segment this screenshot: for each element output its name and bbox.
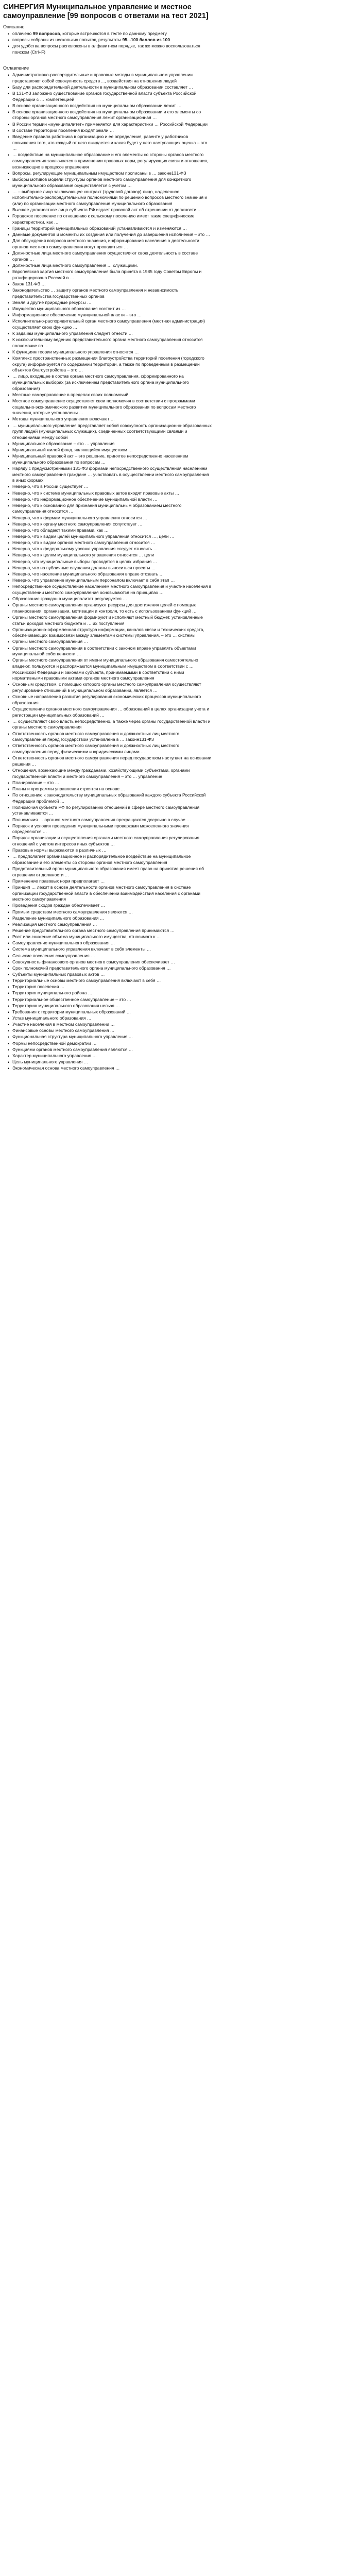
contents-item: [2, 916, 212, 922]
contents-link[interactable]: Неверно, что к видам органов местного самоуправления относится …: [12, 540, 156, 546]
contents-item: [2, 755, 212, 767]
contents-item: [2, 128, 212, 134]
contents-item: [2, 72, 212, 84]
contents-link[interactable]: Проведения сходов граждан обеспечивает …: [12, 903, 106, 908]
contents-item: [2, 615, 212, 626]
contents-item: [2, 1015, 212, 1022]
contents-link[interactable]: Правовые нормы выражаются в различных …: [12, 848, 107, 853]
contents-link[interactable]: Исполнительно-распорядительный орган местного самоуправления (местная администрация) осуществляет свою функцию …: [12, 318, 205, 330]
contents-link[interactable]: Неверно, что информационное обеспечение муниципальной власти …: [12, 496, 158, 502]
contents-link[interactable]: Сельские поселения самоуправления …: [12, 953, 95, 958]
contents-link[interactable]: Границы территорий муниципальных образований устанавливаются и изменяются …: [12, 226, 187, 231]
contents-link[interactable]: Введение правила работника в организацию и ее определения, равенте у работников повышения того, что каждый от него ожидается и какая будет у него наступающих оценка – это …: [12, 133, 208, 151]
contents-item: [2, 349, 212, 355]
contents-item: [2, 490, 212, 497]
contents-link[interactable]: Образование граждан в муниципалитет регулируется …: [12, 596, 127, 601]
about-heading: Описание: [3, 24, 25, 29]
contents-item: [2, 646, 212, 657]
contents-item: [2, 559, 212, 565]
contents-item: [2, 213, 212, 225]
contents-item: [2, 552, 212, 558]
contents-item: [2, 453, 212, 465]
contents-item: [2, 331, 212, 337]
contents-link[interactable]: Срок полномочий представительного органа муниципального образования …: [12, 965, 171, 971]
contents-item: [2, 639, 212, 645]
contents-link[interactable]: Ответственность органов местного самоуправления и должностных лиц местного самоуправления перед государством установлена в … законе131-ФЗ: [12, 731, 180, 742]
contents-item: [2, 719, 212, 731]
contents-link[interactable]: … предполагает организационное и распорядительное воздействие на муниципальное образование и его элементы со стороны органов местного самоуправления: [12, 854, 191, 865]
contents-link[interactable]: Европейская хартия местного самоуправления была принята в 1985 году Советом Европы и ратифицирована Россией в …: [12, 269, 202, 280]
contents-link[interactable]: … – выборное лицо заключающее контракт (трудовой договор) лицо, наделенное исполнительно-распорядительными полномочиями по решению вопросов местного значения и (или) по организации местного самоуправления муниципального образования: [12, 189, 208, 206]
contents-link[interactable]: Неверно, что управление муниципальным персоналом включает в себя этап …: [12, 578, 175, 583]
contents-link[interactable]: Непосредственное осуществление населением местного самоуправления и участие населения в осуществлении местного самоуправления основываются на принципах …: [12, 584, 212, 595]
contents-item: [2, 103, 212, 109]
contents-item: [2, 972, 212, 978]
contents-item: [2, 534, 212, 540]
contents-link[interactable]: Цель муниципального управления …: [12, 1059, 89, 1064]
contents-item: [2, 959, 212, 965]
contents-item: [2, 578, 212, 584]
contents-link[interactable]: Финансовые основы местного самоуправления …: [12, 1028, 115, 1033]
contents-item: [2, 540, 212, 546]
contents-item: [2, 152, 212, 170]
contents-link[interactable]: Органы местного самоуправления в соответствии с законом вправе управлять объектами муниципальной собственности …: [12, 645, 196, 657]
contents-link[interactable]: Организационно-оформленная структура информации, каналов связи и технических средств, обеспечивающих взаимосвязи между элементами системы управления, – это … системы: [12, 626, 204, 638]
contents-item: [2, 441, 212, 447]
contents-item: [2, 743, 212, 755]
contents-item: [2, 953, 212, 959]
contents-item: [2, 269, 212, 281]
contents-link[interactable]: … осуществляют свою власть непосредственно, а также через органы государственной власти и органы местного самоуправления: [12, 718, 211, 730]
contents-link[interactable]: Территорию муниципального образования нельзя …: [12, 1003, 120, 1008]
contents-item: [2, 392, 212, 398]
contents-item: [2, 817, 212, 823]
contents-item: [2, 1034, 212, 1040]
contents-link[interactable]: В составе территории поселения входят земли …: [12, 127, 114, 133]
contents-link[interactable]: Требования к территории муниципальных образований …: [12, 1009, 131, 1014]
contents-link[interactable]: Для обсуждения вопросов местного значения, информирования населения о деятельности органов местного самоуправления могут проводиться …: [12, 238, 199, 249]
contents-item: [2, 1065, 212, 1072]
contents-link[interactable]: Комплекс пространственных размещения благоустройства территорий поселения (городского округа) информируется по содержании территории, а также по проведенным в размещении объектов благоустройства – это …: [12, 355, 204, 373]
contents-item: [2, 238, 212, 250]
contents-item: [2, 1041, 212, 1047]
contents-link[interactable]: … лицо, входящее в состав органа местного самоуправления, сформированного на муниципальных выборах (за исключением представительного органа муниципального образования): [12, 374, 189, 391]
contents-link[interactable]: Методы муниципального управления включают …: [12, 416, 115, 422]
about-item: • вопросы собраны из нескольких попыток, результаты 95...100 баллов из 100: [2, 37, 212, 43]
contents-item: [2, 281, 212, 287]
contents-item: [2, 250, 212, 262]
contents-link[interactable]: Неверно, что в России существует …: [12, 484, 89, 489]
contents-item: [2, 596, 212, 602]
contents-link[interactable]: Система муниципального управления включает в себя элементы …: [12, 946, 151, 952]
contents-link[interactable]: Выборы мотивов модели структуры органов местного самоуправления для конкретного муниципального образования осуществляется с учетом …: [12, 176, 192, 188]
contents-item: [2, 903, 212, 909]
contents-link[interactable]: Неверно, что к федеральному уровню управления следует относить …: [12, 546, 158, 552]
contents-item: [2, 1022, 212, 1028]
contents-link[interactable]: В основе организационного воздействия на муниципальном образовании и его элементы со стороны органов местного самоуправления лежит организационная …: [12, 109, 201, 121]
contents-link[interactable]: Муниципальное образование – это … управления: [12, 440, 115, 446]
contents-item: [2, 122, 212, 128]
contents-link[interactable]: Полномочия … органов местного самоуправления прекращаются досрочно в случае …: [12, 817, 191, 822]
about-item: • оплачено 99 вопросов, которые встречаются в тесте по данному предмету: [2, 31, 212, 37]
contents-link[interactable]: Органы местного самоуправления от имени муниципального образования самостоятельно владеют, пользуются и распоряжаются муниципальным имуществом в соответствии с … Российской Федерации и законами субъекта, принимаемыми в соответствии с ними нормативными правовыми актами органов местного самоуправления: [12, 657, 198, 681]
contents-item: [2, 287, 212, 299]
contents-item: [2, 848, 212, 854]
contents-link[interactable]: Неверно, что к системе муниципальных правовых актов входят правовые акты …: [12, 490, 180, 496]
contents-link[interactable]: Закон 131-ФЗ …: [12, 281, 46, 286]
contents-item: [2, 565, 212, 571]
contents-link[interactable]: Характер муниципального управления …: [12, 1053, 97, 1058]
contents-item: [2, 780, 212, 786]
contents-link[interactable]: Решение представительного органа местного самоуправления принимаются …: [12, 928, 175, 934]
contents-link[interactable]: Экономическая основа местного самоуправления …: [12, 1065, 120, 1071]
contents-link[interactable]: Формы непосредственной демократии …: [12, 1040, 97, 1046]
contents-item: [2, 584, 212, 596]
contents-item: [2, 355, 212, 374]
contents-link[interactable]: Неверно, что к основанию для признания муниципальным образованием местного самоуправления относится …: [12, 502, 182, 514]
contents-heading: Оглавление: [3, 65, 29, 71]
contents-link[interactable]: Территория муниципального района …: [12, 990, 93, 996]
contents-link[interactable]: Информационное обеспечение муниципальной власти – это …: [12, 312, 142, 317]
contents-item: [2, 928, 212, 934]
contents-link[interactable]: Планирование – это …: [12, 779, 59, 785]
contents-item: [2, 984, 212, 990]
contents-link[interactable]: Самоуправление муниципального образования …: [12, 940, 115, 946]
contents-link[interactable]: В 131-ФЗ заложено существование органов государственной власти субъекта Российской Федерации с … компетенцией: [12, 90, 197, 102]
contents-link[interactable]: Неверно, что муниципальные выборы проводятся в целях избрания …: [12, 558, 158, 564]
contents-item: [2, 318, 212, 330]
contents-item: [2, 1059, 212, 1065]
contents-item: [2, 528, 212, 534]
contents-link[interactable]: Неверно, что к органу местного самоуправления сопутствует …: [12, 521, 143, 527]
contents-link[interactable]: Реализация местного самоуправления …: [12, 921, 97, 927]
contents-item: [2, 854, 212, 866]
contents-link[interactable]: Принцип … лежит в основе деятельности органов местного самоуправления в системе организации государственной власти в обеспечении взаимодействия населения с органами местного самоуправления: [12, 885, 200, 902]
contents-link[interactable]: Устав муниципального образования …: [12, 1015, 92, 1021]
contents-item: [2, 84, 212, 91]
contents-link[interactable]: Основные направления развития регулирования экономических процессов муниципального образования …: [12, 694, 201, 705]
contents-link[interactable]: Наряду с предусмотренными 131-ФЗ формами непосредственного осуществления населением местного самоуправления граждане … участвовать в осуществлении местного самоуправления в иных формах: [12, 466, 209, 483]
contents-link[interactable]: Рост или снижение объема муниципального имущества, относимого к …: [12, 934, 161, 940]
contents-link[interactable]: Должностные лица местного самоуправления осуществляют свою деятельность в составе органов …: [12, 250, 198, 262]
contents-item: [2, 602, 212, 614]
contents-item: [2, 792, 212, 804]
contents-link[interactable]: Полномочия субъекта РФ по регулированию отношений в сфере местного самоуправления устанавливаются …: [12, 804, 200, 816]
contents-item: [2, 571, 212, 578]
document-page: [0, 0, 361, 1072]
contents-link[interactable]: Функциональная структура муниципального управления …: [12, 1034, 133, 1040]
contents-link[interactable]: Неверно, что к целям муниципального управления относится … цели: [12, 552, 154, 558]
contents-link[interactable]: К задачам муниципального управления следует отнести …: [12, 330, 133, 336]
contents-link[interactable]: Муниципальный жилой фонд, являющийся имуществом …: [12, 447, 133, 453]
contents-item: [2, 866, 212, 878]
contents-link[interactable]: Неверно, что к видам целей муниципального управления относится …, цели …: [12, 534, 175, 539]
contents-item: [2, 909, 212, 916]
contents-link[interactable]: … воздействие на муниципальное образование и его элементы со стороны органов местного самоуправления заключается в применении правовых норм, регулирующих связи и отношения, возникающие в процессе управления: [12, 152, 209, 170]
contents-link[interactable]: К исключительному ведению представительного органа местного самоуправления относится полномочие по …: [12, 337, 203, 348]
contents-item: [2, 786, 212, 792]
contents-item: [2, 940, 212, 946]
contents-item: [2, 706, 212, 718]
contents-link[interactable]: Должностные лица местного самоуправления … служащими.: [12, 262, 138, 268]
contents-item: [2, 207, 212, 213]
contents-item: [2, 682, 212, 693]
contents-link[interactable]: Прямым средством местного самоуправления являются …: [12, 909, 133, 914]
contents-link[interactable]: Отношения, возникающие между гражданами, хозяйствующими субъектами, органами государственной власти и местного самоуправления – это … управление: [12, 767, 190, 779]
contents-link[interactable]: Территория поселения …: [12, 984, 65, 990]
contents-link[interactable]: Имущество муниципального образования состоит из …: [12, 306, 126, 311]
contents-link[interactable]: Неверно, что население муниципального образования вправе отозвать …: [12, 571, 164, 577]
contents-item: [2, 189, 212, 207]
contents-item: [2, 484, 212, 490]
contents-link[interactable]: Порядок и условия проведения муниципальными проверками межселенного значения определяются …: [12, 823, 189, 835]
contents-item: [2, 627, 212, 639]
contents-link[interactable]: Территориальное общественное самоуправление – это …: [12, 996, 131, 1002]
contents-item: [2, 423, 212, 441]
contents-item: [2, 300, 212, 306]
contents-link[interactable]: Основным средством, с помощью которого органы местного самоуправления осуществляют регулирование отношений в муниципальном образовании, является …: [12, 682, 201, 693]
contents-link[interactable]: Территориальные основы местного самоуправления включают в себя …: [12, 978, 161, 984]
contents-item: [2, 885, 212, 903]
contents-item: [2, 1028, 212, 1034]
contents-link[interactable]: Неверно, что к формам муниципального управления относится …: [12, 515, 147, 520]
contents-item: [2, 109, 212, 121]
contents-link[interactable]: Применение правовых норм предполагает …: [12, 878, 105, 884]
contents-item: [2, 922, 212, 928]
contents-item: [2, 91, 212, 103]
contents-item: [2, 447, 212, 453]
contents-link[interactable]: Неверно, что на публичные слушания должны выноситься проекты …: [12, 565, 156, 570]
contents-link[interactable]: Осуществление органов местного самоуправления … образований в целях организации учета и регистрации муниципальных образований …: [12, 706, 210, 718]
contents-item: [2, 1047, 212, 1053]
contents-item: [2, 546, 212, 552]
contents-link[interactable]: Неверно, что обладают такими правами, как …: [12, 527, 109, 533]
contents-link[interactable]: Совокупность финансового органов местного самоуправления обеспечивает …: [12, 959, 175, 964]
contents-link[interactable]: В России термин «муниципалитет» применяется для характеристики … Российской Федерации: [12, 121, 208, 127]
document-title: СИНЕРГИЯ Муниципальное управление и местное самоуправление [99 вопросов с ответами на тест 2021]: [3, 3, 209, 21]
contents-link[interactable]: По отношению к законодательству муниципальных образований каждого субъекта Российской Федерации проблемой …: [12, 792, 206, 804]
contents-item: [2, 263, 212, 269]
contents-link[interactable]: Городское поселение по отношению к сельскому поселению имеет такие специфические характеристики, как …: [12, 213, 195, 225]
contents-link[interactable]: Вопросы, регулирующие муниципальным имуществом прописаны в … законе131-ФЗ: [12, 170, 186, 176]
contents-link[interactable]: … муниципального управления представляет собой совокупность организационно-образованных групп людей (муниципальных служащих), соединенных соответствующими связями и отношениями между собой: [12, 422, 212, 440]
contents-item: [2, 374, 212, 392]
contents-item: [2, 337, 212, 349]
about-list: [2, 31, 357, 56]
contents-link[interactable]: К функциям теории муниципального управления относятся …: [12, 349, 139, 354]
contents-item: [2, 997, 212, 1003]
contents-item: [2, 657, 212, 682]
contents-item: [2, 823, 212, 835]
contents-item: [2, 177, 212, 189]
contents-item: [2, 466, 212, 484]
contents-item: [2, 398, 212, 416]
contents-item: [2, 226, 212, 232]
contents-link[interactable]: Порядок организации и осуществления органами местного самоуправления регулирования отношений с учетом интересов иных субъектов …: [12, 835, 200, 847]
contents-item: [2, 1053, 212, 1059]
contents-link[interactable]: Органы местного самоуправления формируют и исполняют местный бюджет, установленные статьи доходов местного бюджета и … их поступления: [12, 614, 203, 626]
contents-item: [2, 416, 212, 422]
contents-item: [2, 306, 212, 312]
contents-link[interactable]: Местное самоуправление осуществляет свои полномочия в соответствии с программами социально-экономического развития муниципального образования по вопросам местного значения, которые установлены …: [12, 398, 196, 416]
contents-item: [2, 1003, 212, 1009]
contents-link[interactable]: Субъекты муниципальных правовых актов …: [12, 972, 105, 977]
contents-item: [2, 1009, 212, 1015]
contents-item: [2, 694, 212, 706]
contents-item: [2, 171, 212, 177]
contents-item: [2, 934, 212, 940]
contents-link[interactable]: Представительный орган муниципального образования имеет право на принятие решения об отрешении от должности …: [12, 866, 204, 877]
contents-item: [2, 731, 212, 743]
contents-link[interactable]: Разделение муниципального образования …: [12, 915, 105, 921]
contents-item: [2, 878, 212, 885]
contents-item: [2, 978, 212, 984]
contents-link[interactable]: Высшее должностное лицо субъекта РФ издает правовой акт об отрешении от должности …: [12, 207, 202, 213]
contents-link[interactable]: Ответственность органов местного самоуправления и должностных лиц местного самоуправления перед физическими и юридическими лицами …: [12, 743, 180, 754]
contents-link[interactable]: Муниципальный правовой акт – это решение, принятое непосредственно населением муниципального образования по вопросам …: [12, 453, 188, 465]
contents-link[interactable]: Даннвые документов и моменты их создания или получения до завершения исполнения – это …: [12, 232, 211, 238]
contents-item: [2, 232, 212, 238]
contents-item: [2, 312, 212, 318]
contents-item: [2, 134, 212, 152]
contents-link[interactable]: Земля и другие природные ресурсы …: [12, 299, 92, 305]
contents-item: [2, 990, 212, 996]
about-item: • для удобства вопросы расположены в алфавитном порядке, так же можно воспользоваться поиском (Ctrl+F): [2, 43, 212, 55]
contents-list: [2, 72, 357, 1072]
contents-item: [2, 503, 212, 515]
contents-link[interactable]: Административно-распорядительные и правовые методы в муниципальном управлении представляют собой совокупность средств ..., воздействия на отношения людей: [12, 72, 193, 83]
contents-link[interactable]: Органы местного самоуправления организуют ресурсы для достижения целей с помощью планирования, организации, мотивации и контроля, то есть с использованием функций …: [12, 602, 197, 614]
contents-item: [2, 946, 212, 953]
contents-item: [2, 515, 212, 521]
contents-item: [2, 768, 212, 779]
contents-link[interactable]: Ответственность органов местного самоуправления перед государством наступает на основании решения …: [12, 755, 212, 767]
contents-link[interactable]: Участие населения в местном самоуправлении …: [12, 1022, 115, 1027]
contents-link[interactable]: Местные самоуправление в пределах своих полномочий: [12, 392, 129, 397]
contents-link[interactable]: В основе организационного воздействия на муниципальном образовании лежит …: [12, 103, 182, 108]
contents-item: [2, 965, 212, 972]
contents-link[interactable]: Органы местного самоуправления …: [12, 639, 88, 645]
contents-item: [2, 521, 212, 528]
contents-link[interactable]: Функциями органов местного самоуправления являются …: [12, 1046, 133, 1052]
contents-item: [2, 835, 212, 847]
contents-item: [2, 805, 212, 817]
contents-link[interactable]: Планы и программы управления строятся на основе …: [12, 786, 125, 791]
contents-link[interactable]: Базу для распорядительной деятельности в муниципальном образовании составляет …: [12, 84, 193, 90]
contents-item: [2, 497, 212, 503]
contents-link[interactable]: Законодательство … защиту органов местного самоуправления и независимость представительства государственных органов: [12, 287, 179, 299]
